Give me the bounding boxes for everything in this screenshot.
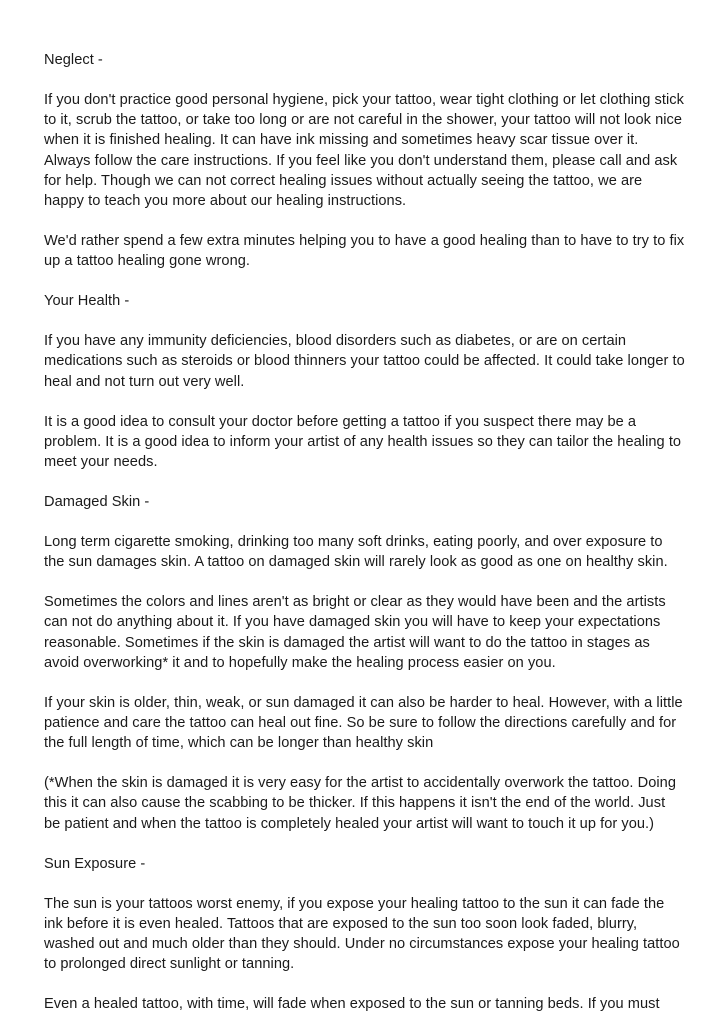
text-line: this it can also cause the scabbing to be thicker. If this happens it isn't the end of the world. Just: [44, 795, 666, 812]
paragraph-health-consult-doctor: [44, 412, 692, 473]
text-line: Sun Exposure -: [44, 855, 146, 872]
paragraph-damaged-skin-causes: [44, 532, 692, 572]
text-line: meet your needs.: [44, 454, 158, 471]
paragraph-damaged-skin-older: [44, 693, 692, 754]
text-line: be patient and when the tattoo is completely healed your artist will want to touch it up for you.): [44, 815, 655, 832]
text-line: the full length of time, which can be longer than healthy skin: [44, 735, 434, 752]
text-line: If your skin is older, thin, weak, or sun damaged it can also be harder to heal. However, with a little: [44, 694, 683, 711]
text-line: reasonable. Sometimes if the skin is damaged the artist will want to do the tattoo in stages as: [44, 634, 650, 651]
paragraph-sun-healed-tattoo: [44, 994, 692, 1014]
text-line: up a tattoo healing gone wrong.: [44, 253, 251, 270]
text-line: the sun damages skin. A tattoo on damaged skin will rarely look as good as one on healthy skin.: [44, 554, 668, 571]
text-line: ink before it is even healed. Tattoos that are exposed to the sun too soon look faded, blurry,: [44, 915, 638, 932]
text-line: Sometimes the colors and lines aren't as bright or clear as they would have been and the artists: [44, 594, 666, 611]
text-line: If you don't practice good personal hygiene, pick your tattoo, wear tight clothing or let clothing stick: [44, 92, 684, 108]
text-line: happy to teach you more about our healing instructions.: [44, 193, 407, 210]
text-line: Your Health -: [44, 293, 130, 310]
section-heading-your-health: [44, 291, 692, 311]
paragraph-sun-worst-enemy: [44, 894, 692, 975]
text-line: The sun is your tattoos worst enemy, if you expose your healing tattoo to the sun it can fade the: [44, 895, 665, 912]
text-line: Damaged Skin -: [44, 494, 150, 511]
section-heading-sun-exposure: [44, 854, 692, 874]
text-line: Long term cigarette smoking, drinking too many soft drinks, eating poorly, and over exposure to: [44, 534, 663, 551]
text-line: when it is finished healing. It can have ink missing and sometimes heavy scar tissue over it.: [44, 132, 639, 149]
text-line: medications such as steroids or blood thinners your tattoo could be affected. It could take longer to: [44, 353, 685, 370]
section-heading-neglect: [44, 50, 692, 70]
text-line: can not do anything about it. If you have damaged skin you will have to keep your expectations: [44, 614, 661, 631]
text-line: Even a healed tattoo, with time, will fade when exposed to the sun or tanning beds. If you must: [44, 996, 660, 1013]
text-line: We'd rather spend a few extra minutes helping you to have a good healing than to have to try to fix: [44, 233, 685, 250]
paragraph-health-deficiencies: [44, 331, 692, 392]
text-line: heal and not turn out very well.: [44, 373, 245, 390]
text-line: washed out and much older than they should. Under no circumstances expose your healing tattoo: [44, 936, 680, 953]
paragraph-damaged-skin-footnote: [44, 773, 692, 834]
paragraph-neglect-hygiene: [44, 90, 692, 211]
text-line: Neglect -: [44, 52, 103, 68]
text-line: to it, scrub the tattoo, or take too long or are not careful in the shower, your tattoo will not look nice: [44, 112, 683, 129]
text-line: It is a good idea to consult your doctor before getting a tattoo if you suspect there may be a: [44, 413, 637, 430]
document-page: [44, 50, 692, 1034]
text-line: If you have any immunity deficiencies, blood disorders such as diabetes, or are on certain: [44, 333, 627, 350]
text-line: avoid overworking* it and to hopefully make the healing process easier on you.: [44, 654, 556, 671]
text-line: for help. Though we can not correct healing issues without actually seeing the tattoo, we are: [44, 172, 643, 189]
text-line: to prolonged direct sunlight or tanning.: [44, 956, 295, 973]
section-heading-damaged-skin: [44, 492, 692, 512]
text-line: patience and care the tattoo can heal out fine. So be sure to follow the directions carefully and for: [44, 715, 677, 732]
text-line: Always follow the care instructions. If you feel like you don't understand them, please call and ask: [44, 152, 678, 169]
text-line: problem. It is a good idea to inform your artist of any health issues so they can tailor the healing to: [44, 433, 682, 450]
paragraph-neglect-extra-minutes: [44, 231, 692, 271]
text-line: (*When the skin is damaged it is very easy for the artist to accidentally overwork the tattoo. Doing: [44, 775, 677, 792]
paragraph-damaged-skin-expectations: [44, 592, 692, 673]
